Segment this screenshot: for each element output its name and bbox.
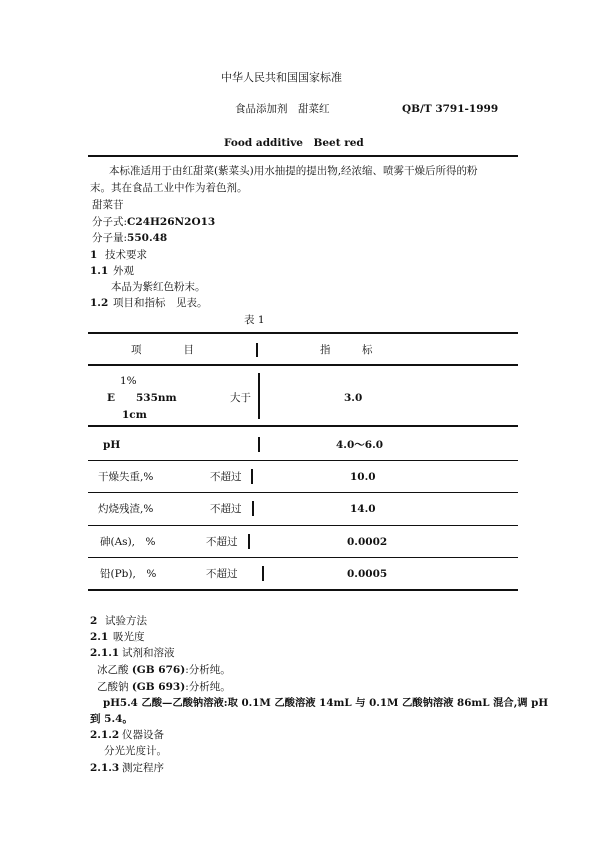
row-divider [251, 469, 253, 484]
mw-label: 分子量: [92, 232, 128, 244]
appearance-text: 本品为紫红色粉末。 [111, 281, 206, 293]
section-2-1-3-title: 测定程序 [122, 762, 164, 774]
row-sub: 1cm [122, 409, 147, 421]
row-rule [88, 525, 518, 526]
row-condition: 不超过 [210, 471, 242, 483]
row-value: 0.0005 [347, 568, 388, 580]
section-1-number: 1 [90, 249, 98, 261]
header-rule [88, 155, 518, 157]
section-2-1-1-number: 2.1.1 [90, 647, 120, 659]
formula-label: 分子式: [92, 216, 128, 228]
row-condition: 不超过 [206, 568, 238, 580]
row-divider [258, 373, 260, 419]
row-divider [262, 566, 264, 581]
row-item: 干燥失重,% [98, 471, 154, 483]
intro-line-1: 本标准适用于由红甜菜(紫菜头)用水抽提的提出物,经浓缩、喷雾干燥后所得的粉 [109, 165, 478, 177]
section-2-1-1-title: 试剂和溶液 [122, 647, 175, 659]
row-item: E 535nm [107, 392, 177, 404]
row-rule [88, 492, 518, 493]
intro-line-2: 末。其在食品工业中作为着色剂。 [90, 182, 248, 194]
buffer-line-2: 到 5.4。 [90, 713, 133, 725]
header-divider [256, 343, 258, 357]
row-rule [88, 557, 518, 558]
reagent-standard: (GB 676) [131, 664, 186, 676]
row-condition: 大于 [230, 392, 251, 404]
section-2-title: 试验方法 [105, 615, 147, 627]
reagent-grade: :分析纯。 [185, 681, 231, 693]
reagent-name: 冰乙酸 [97, 664, 129, 676]
reagent-sodium-acetate [97, 681, 231, 694]
buffer-line-1: pH5.4 乙酸—乙酸钠溶液:取 0.1M 乙酸溶液 14mL 与 0.1M 乙酸钠溶液 86mL 混合,调 pH [103, 697, 549, 709]
molecular-formula [92, 216, 215, 229]
reagent-standard: (GB 693) [131, 681, 186, 693]
instrument-text: 分光光度计。 [104, 745, 167, 757]
row-item: 砷(As), % [100, 536, 156, 548]
formula-value: C24H26N2O13 [127, 216, 216, 228]
row-condition: 不超过 [210, 503, 242, 515]
row-rule [88, 425, 518, 427]
row-item: pH [103, 439, 121, 451]
reagent-acetic-acid [97, 664, 231, 677]
header-index: 指 标 [320, 344, 373, 356]
section-2-1-2-number: 2.1.2 [90, 729, 120, 741]
country-title: 中华人民共和国国家标准 [221, 71, 342, 84]
standard-title-cn: 食品添加剂 甜菜红 [235, 103, 330, 115]
row-value: 10.0 [350, 471, 376, 483]
reagent-grade: :分析纯。 [185, 664, 231, 676]
table-caption: 表 1 [244, 314, 265, 326]
reagent-name: 乙酸钠 [97, 681, 129, 693]
molecular-weight [92, 232, 167, 245]
row-condition: 不超过 [206, 536, 238, 548]
section-1-1-title: 外观 [113, 265, 134, 277]
row-divider [248, 534, 250, 549]
table-bottom-rule [88, 589, 518, 591]
section-2-number: 2 [90, 615, 98, 627]
row-value: 0.0002 [347, 536, 388, 548]
section-1-2-number: 1.2 [90, 297, 109, 309]
standard-number: QB/T 3791-1999 [402, 103, 499, 115]
row-item: 铅(Pb), % [100, 568, 157, 580]
section-1-1-number: 1.1 [90, 265, 109, 277]
table-top-rule [88, 332, 518, 334]
section-2-1-title: 吸光度 [113, 631, 145, 643]
row-item: 灼烧残渣,% [98, 503, 154, 515]
row-value: 14.0 [350, 503, 376, 515]
row-divider [258, 437, 260, 452]
row-value: 4.0～6.0 [336, 439, 384, 451]
standard-title-en: Food additive Beet red [224, 137, 364, 149]
row-value: 3.0 [344, 392, 363, 404]
section-1-title: 技术要求 [105, 249, 147, 261]
compound-name: 甜菜苷 [92, 199, 124, 211]
header-rule-bottom [88, 364, 518, 366]
row-divider [252, 501, 254, 516]
section-2-1-2-title: 仪器设备 [122, 729, 164, 741]
section-2-1-3-number: 2.1.3 [90, 762, 120, 774]
header-item: 项 目 [131, 344, 194, 356]
section-2-1-number: 2.1 [90, 631, 109, 643]
row-sup: 1% [120, 375, 137, 387]
section-1-2-title: 项目和指标 见表。 [113, 297, 208, 309]
mw-value: 550.48 [127, 232, 168, 244]
row-rule [88, 460, 518, 461]
